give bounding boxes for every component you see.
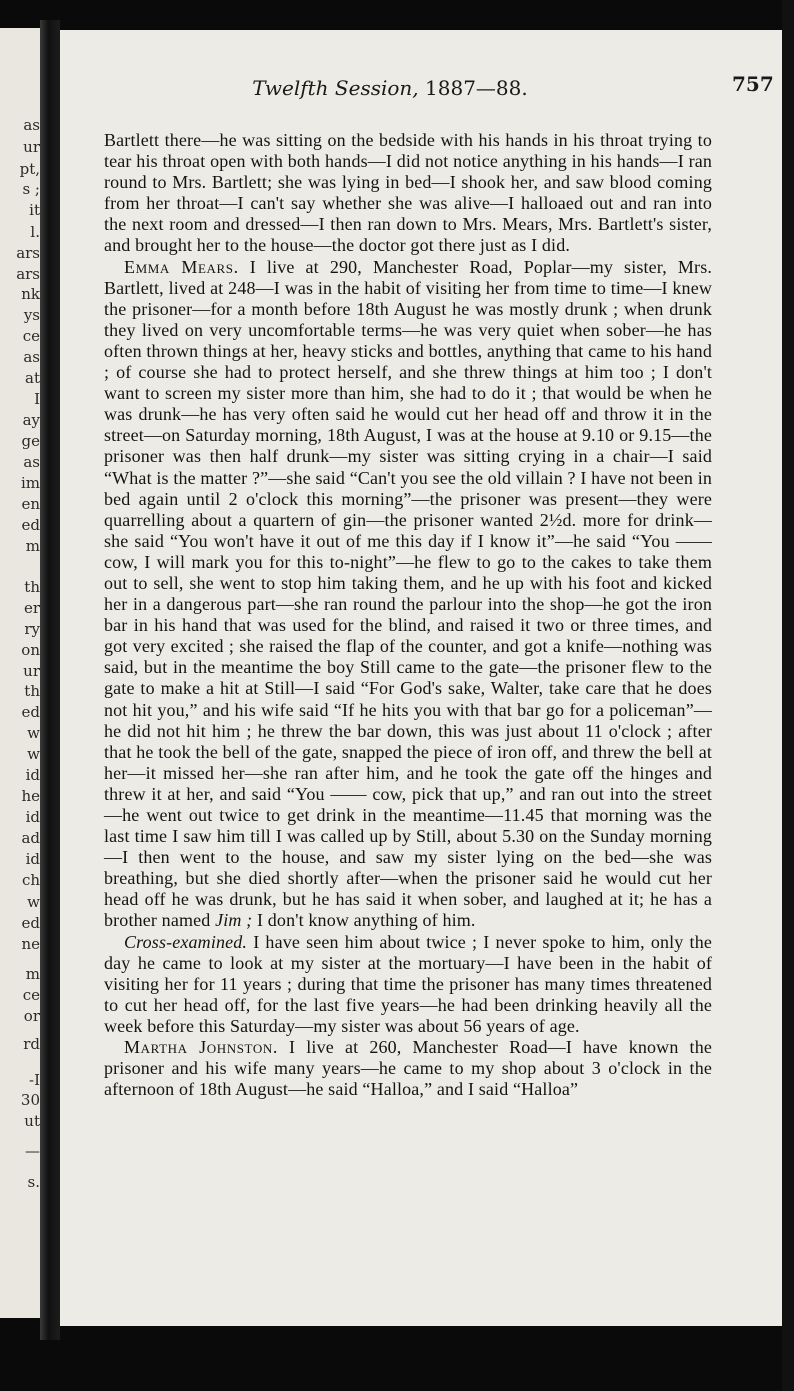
- facing-page-fragment: w: [27, 724, 40, 742]
- facing-page-fragment: ars: [16, 265, 40, 283]
- facing-page-fragment: ce: [22, 986, 40, 1004]
- witness-name-martha-johnston: Martha Johnston.: [124, 1037, 278, 1058]
- cross-examined-text: I have seen him about twice ; I never spoke to him, only the day he came to look at my sister at the mortuary—I have been in the habit of visiting her for 11 years ; during that time the prisoner has many times threatened to cut her head off, for the last five years—he had been drinking heavily all the week before this Saturday—my sister was about 56 years of age.: [104, 931, 712, 1036]
- facing-page-fragment: m: [25, 965, 40, 983]
- facing-page-fragment: ars: [16, 244, 40, 262]
- facing-page-fragment: at: [25, 369, 40, 387]
- emma-mears-testimony-end: I don't know anything of him.: [256, 910, 476, 931]
- facing-page-edge: [0, 28, 40, 1318]
- facing-page-fragment: s.: [27, 1173, 40, 1191]
- facing-page-fragment: ut: [24, 1112, 40, 1130]
- facing-page-fragment: -I: [29, 1071, 40, 1089]
- document-page: [60, 30, 782, 1326]
- page-number: 757: [732, 72, 774, 96]
- scan-edge-shadow: [782, 0, 794, 1391]
- facing-page-fragment: id: [25, 850, 40, 868]
- facing-page-fragment: as: [23, 116, 40, 134]
- facing-page-fragment: id: [25, 808, 40, 826]
- body-text: [104, 130, 712, 1100]
- facing-page-fragment: s ;: [22, 180, 40, 198]
- facing-page-fragment: w: [27, 745, 40, 763]
- martha-johnston-testimony: I live at 260, Manchester Road—I have known the prisoner and his wife many years—he came to my shop about 3 o'clock in the afternoon of 18th August—he said “Halloa,” and I said “Halloa”: [104, 1037, 713, 1100]
- facing-page-fragment: ur: [23, 662, 40, 680]
- facing-page-fragment: ad: [21, 829, 40, 847]
- facing-page-fragment: he: [21, 787, 40, 805]
- facing-page-fragment: ur: [23, 138, 40, 156]
- facing-page-fragment: ch: [21, 871, 40, 889]
- name-jim: Jim ;: [215, 910, 253, 931]
- facing-page-fragment: ed: [21, 516, 40, 534]
- facing-page-fragment: ys: [23, 306, 40, 324]
- facing-page-fragment: l.: [30, 223, 40, 241]
- facing-page-fragment: pt,: [19, 160, 40, 178]
- facing-page-fragment: im: [20, 474, 40, 492]
- facing-page-fragment: en: [21, 495, 40, 513]
- facing-page-fragment: I: [34, 390, 40, 408]
- facing-page-fragment: —: [25, 1142, 40, 1160]
- cross-examined-label: Cross-examined.: [124, 931, 248, 952]
- paragraph-cross-examined: [104, 932, 712, 1037]
- emma-mears-testimony: I live at 290, Manchester Road, Poplar—my sister, Mrs. Bartlett, lived at 248—I was in the habit of visiting her from time to time—I knew the prisoner—for a month before 18th August he was mostly drunk ; when drunk they lived on very uncomfortable terms—he was very quiet when sober—he has often thrown things at her, heavy sticks and bottles, anything that came to his hand ; of course she had to protect herself, and she threw things at him too ; I don't want to screen my sister more than him, she had to do it ; that would be when he was drunk—he has very often said he would cut her head off and throw it in the street—on Saturday morning, 18th August, I was at the house at 9.10 or 9.15—the prisoner was then half drunk—my sister was sitting crying in a chair—I said “What is the matter ?”—she said “Can't you see the old villain ? I have not been in bed again until 2 o'clock this morning”—the prisoner was present—they were quarrelling about a quartern of gin—the prisoner wanted 2½d. more for drink—she said “You won't have it out of me this day if I know it”—he said “You —— cow, I will mark you for this to-night”—he flew to go to the cakes to take them out to sell, she went to stop him taking them, and he up with his foot and kicked her in a dangerous part—she ran round the parlour into the shop—he got the iron bar in his hand that was used for the blind, and raised it two or three times, and got very excited ; she raised the flap of the counter, and got a knife—nothing was said, but in the meantime the boy Still came to the gate—the prisoner flew to the gate to make a hit at Still—I said “For God's sake, Walter, take care that he does not hit you,” and his wife said “If he hits you with that bar go for a policeman”—he did not hit him ; he threw the bar down, this was just about 11 o'clock ; after that he took the bell of the gate, snapped the piece of iron off, and threw the bell at her—it missed her—she ran after him, and he took the gate off the hinges and threw it at her, and said “You —— cow, pick that up,” and ran out into the street —he went out twice to get drink in the meantime—11.45 that morning was the last time I saw him till I was called up by Still, about 5.30 on the Sunday morning—I then went to the house, and saw my sister lying on the bed—she was breathing, but she died shortly after—when the prisoner said he would cut her head off he was drunk, but he has said it when sober, and laughed at it; he has a brother named: [104, 256, 713, 931]
- facing-page-fragment: as: [23, 348, 40, 366]
- facing-page-fragment: m: [25, 537, 40, 555]
- facing-page-fragment: it: [29, 201, 40, 219]
- facing-page-fragment: w: [27, 893, 40, 911]
- facing-page-fragment: or: [23, 1007, 40, 1025]
- facing-page-fragment: th: [24, 682, 40, 700]
- paragraph-bartlett-testimony-end: Bartlett there—he was sitting on the bedside with his hands in his throat trying to tear his throat open with both hands—I did not notice anything in his hands—I ran round to Mrs. Bartlett; she was lying in bed—I shook her, and saw blood coming from her throat—I can't say whether she was alive—I halloaed out and ran into the next room and dressed—I then ran down to Mrs. Mears, Mrs. Bartlett's sister, and brought her to the house—the doctor got there just as I did.: [104, 130, 712, 256]
- facing-page-fragment: as: [23, 453, 40, 471]
- session-title: Twelfth Session,: [252, 76, 419, 100]
- facing-page-fragment: ne: [21, 935, 40, 953]
- facing-page-fragment: ed: [21, 703, 40, 721]
- witness-name-emma-mears: Emma Mears.: [124, 256, 239, 277]
- running-head: [60, 76, 720, 100]
- session-years: 1887—88.: [425, 76, 528, 100]
- facing-page-fragment: ge: [21, 432, 40, 450]
- facing-page-fragment: ay: [22, 411, 40, 429]
- paragraph-martha-johnston: [104, 1037, 712, 1100]
- facing-page-fragment: er: [23, 599, 40, 617]
- facing-page-fragment: id: [25, 766, 40, 784]
- facing-page-fragment: ed: [21, 914, 40, 932]
- facing-page-fragment: th: [24, 578, 40, 596]
- paragraph-emma-mears: [104, 257, 712, 932]
- facing-page-fragment: ry: [24, 620, 40, 638]
- facing-page-fragment: ce: [22, 327, 40, 345]
- facing-page-fragment: rd: [23, 1035, 40, 1053]
- book-gutter: [40, 20, 60, 1340]
- facing-page-fragment: 30: [20, 1091, 40, 1109]
- facing-page-fragment: on: [21, 641, 40, 659]
- facing-page-fragment: nk: [21, 285, 40, 303]
